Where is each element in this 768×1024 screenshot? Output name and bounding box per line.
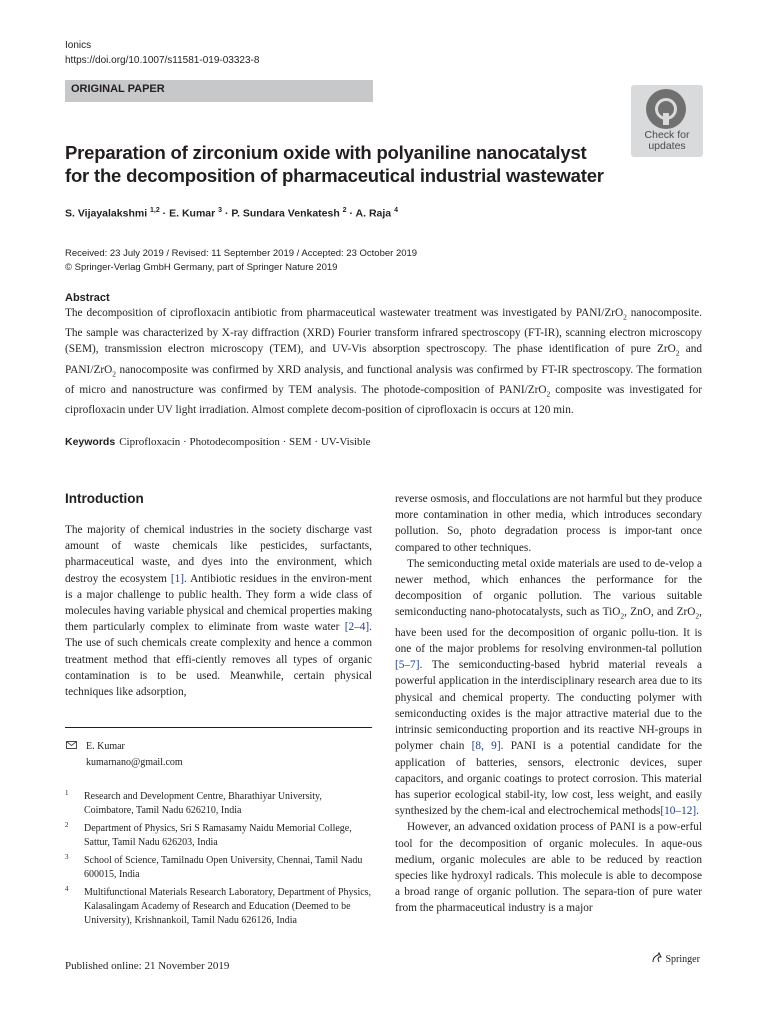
doi-link[interactable]: https://doi.org/10.1007/s11581-019-03323-8 <box>65 55 260 66</box>
paper-title <box>65 141 625 187</box>
citation-link[interactable]: [10–12] <box>660 805 697 818</box>
check-for-updates-icon <box>646 89 686 129</box>
abstract-text: The decomposition of ciprofloxacin antibiotic from pharmaceutical wastewater treatment was investigated by PANI/ZrO$_2$ nanocomposite. The sample was characterized by X-ray diffraction (XRD) Fourier transform infrared spectroscopy (FT-IR), scanning electron microscopy (SEM), transmission electron microscopy (TEM), and UV-Vis absorption spectroscopy. The phase identification of pure ZrO$_2$ and PANI/ZrO$_2$ nanocomposite was confirmed by XRD analysis, and functional analysis was confirmed by FT-IR spectroscopy. The formation of micro and nanostructure was confirmed by TEM analysis. The photode-composition of PANI/ZrO$_2$ composite was investigated for ciprofloxacin under UV light irradiation. Almost complete decom-position of ciprofloxacin is occurs at 120 min. <box>65 307 703 416</box>
affiliation-number: 1 <box>65 789 69 797</box>
title-line-1: Preparation of zirconium oxide with polyaniline nanocatalyst <box>65 142 587 163</box>
springer-horse-icon <box>650 951 663 964</box>
affiliation-text: Department of Physics, Sri S Ramasamy Naidu Memorial College, Sattur, Tamil Nadu 626203, India <box>84 823 352 848</box>
intro-column-left: The majority of chemical industries in the society discharge vast amount of waste chemicals like pesticides, surfactants, pharmaceutical waste, and dyes into the environment, which destroy the ecosystem [1]. Antibiotic residues in the environ-ment is a major challenge to public health. They form a wide class of molecules having variable physical and chemical properties making them particularly complex to eliminate from waste water [2–4]. The use of such chemicals create complexity and hence a common treatment method that effi-ciently removes all types of organic contamination is to be used. Meanwhile, certain physical techniques like adsorption, <box>65 524 372 699</box>
copyright-icon: © <box>65 262 72 273</box>
author-name[interactable]: E. Kumar <box>169 207 216 220</box>
author-name[interactable]: A. Raja <box>355 207 392 220</box>
publisher-name: Springer <box>665 954 700 965</box>
corresponding-author-email[interactable]: kumarnano@gmail.com <box>86 757 183 768</box>
keywords <box>65 436 371 448</box>
author-affiliation: 4 <box>394 207 398 214</box>
envelope-icon <box>66 741 77 749</box>
citation-link[interactable]: [2–4] <box>344 621 370 634</box>
paper-type-banner: ORIGINAL PAPER <box>65 80 373 102</box>
affiliation-text: Multifunctional Materials Research Laboratory, Department of Physics, Kalasalingam Academy of Research and Education (Deemed to be University), Krishnankoil, Tamil Nadu 626126, India <box>84 887 372 926</box>
footnote-divider <box>65 727 372 728</box>
citation-link[interactable]: [8, 9] <box>471 740 501 753</box>
intro-column-right: reverse osmosis, and flocculations are not harmful but they produce more contamination in other media, which introduces secondary pollution. So, photo degradation process is impor-tant once compared to other techniques. The semiconducting metal oxide materials are used to de-velop a newer method, which enhances the performance for the decomposition of organic pollution. The various suitable semiconducting nano-photocatalysts, such as TiO$_2$, ZnO, and ZrO$_2$, have been used for the decomposition of organic pollu-tion. It is one of the major problems for resolving environmen-tal pollution [5–7]. The semiconducting-based hybrid material reveals a powerful application in the interdisciplinary research area due to its physical and chemical property. The conducting polymer with semiconducting oxides is the major attractive material due to the intrinsic semiconducting proportion and its reactive NH-groups in polymer chain [8, 9]. PANI is a potential candidate for the application of batteries, sensors, electronic devices, super capacitors, and organic coatings to protect corrosion. This material has superior ecological stabil-ity, low cost, less weight, and easily synthesized by the chem-ical and electrochemical methods[10–12]. However, an advanced oxidation process of PANI is a pow-erful tool for the decomposition of organic molecules. In aque-ous medium, organic molecules are able to be reduced by reaction species like hydroxyl radicals. This molecule is able to decompose a broad range of organic pollution. The separa-tion of pure water from the pharmaceutical industry is a major <box>395 493 702 915</box>
badge-line1: Check for <box>644 129 690 141</box>
check-for-updates-badge[interactable] <box>631 85 703 157</box>
affiliation-text: Research and Development Centre, Bharathiyar University, Coimbatore, Tamil Nadu 626210, India <box>84 791 322 816</box>
badge-line2: updates <box>648 140 686 152</box>
affiliation-text: School of Science, Tamilnadu Open University, Chennai, Tamil Nadu 600015, India <box>84 855 363 880</box>
keywords-label: Keywords <box>65 436 116 448</box>
copyright-text: Springer-Verlag GmbH Germany, part of Springer Nature 2019 <box>74 262 338 273</box>
affiliation-number: 4 <box>65 885 69 893</box>
journal-name: Ionics <box>65 40 92 51</box>
affiliation-number: 3 <box>65 853 69 861</box>
citation-link[interactable]: [1] <box>170 572 185 585</box>
copyright <box>65 262 337 273</box>
corresponding-author-name: E. Kumar <box>86 741 125 752</box>
introduction-heading: Introduction <box>65 491 144 506</box>
published-online-date: Published online: 21 November 2019 <box>65 960 230 972</box>
author-affiliation: 2 <box>342 207 347 214</box>
author-name[interactable]: S. Vijayalakshmi <box>65 207 148 220</box>
author-affiliation: 1,2 <box>150 207 160 214</box>
abstract-heading: Abstract <box>65 292 110 304</box>
corresponding-author <box>86 739 183 771</box>
title-line-2: for the decomposition of pharmaceutical industrial wastewater <box>65 165 604 186</box>
author-affiliation: 3 <box>218 207 223 214</box>
author-name[interactable]: P. Sundara Venkatesh <box>231 207 340 220</box>
publisher-logo <box>650 951 700 965</box>
keywords-text: Ciprofloxacin · Photodecomposition · SEM · UV-Visible <box>119 436 371 448</box>
author-list: S. Vijayalakshmi $^{1,2}$ · E. Kumar $^3$ · P. Sundara Venkatesh $^2$ · A. Raja $^4$ <box>65 207 398 220</box>
affiliation-number: 2 <box>65 821 69 829</box>
publication-dates: Received: 23 July 2019 / Revised: 11 September 2019 / Accepted: 23 October 2019 <box>65 248 418 259</box>
citation-link[interactable]: [5–7] <box>395 659 420 672</box>
